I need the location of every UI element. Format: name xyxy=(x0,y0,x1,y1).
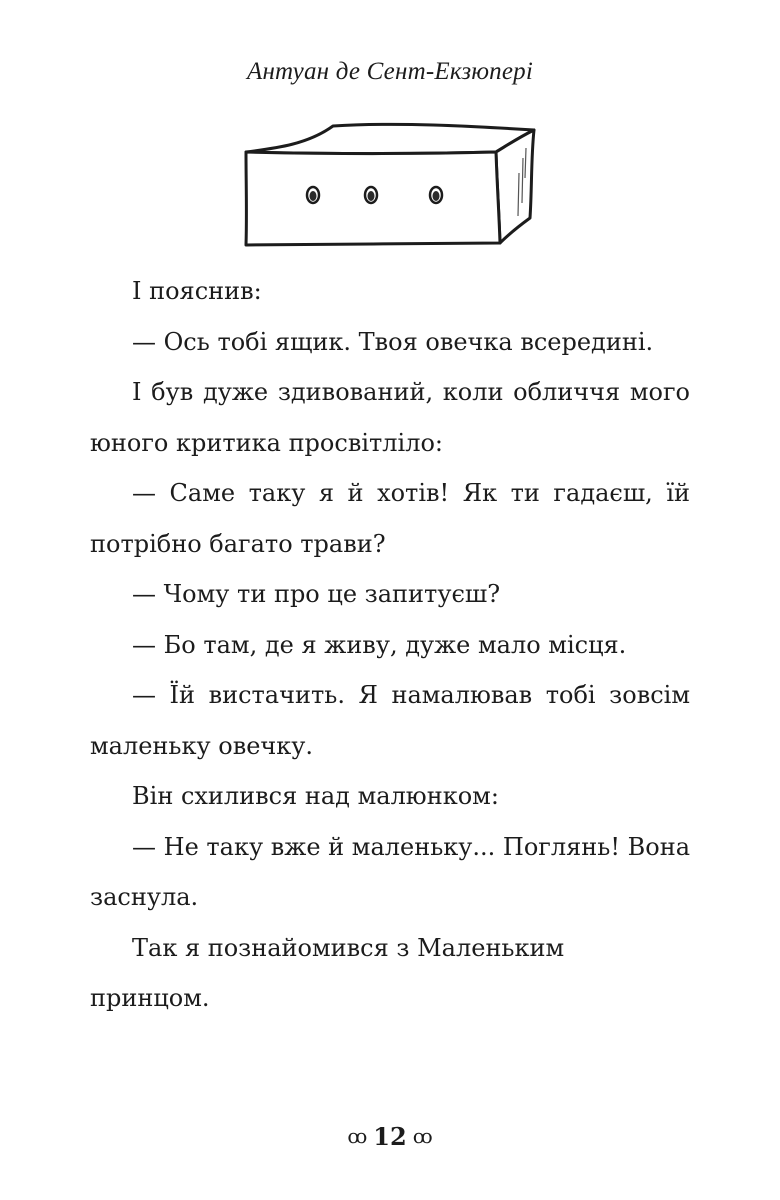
body-text xyxy=(90,266,690,1024)
paragraph: Так я познайомився з Маленьким принцом. xyxy=(90,933,565,1012)
paragraph: Він схилився над малюнком: xyxy=(132,782,499,810)
paragraph: — Чому ти про це запитуєш? xyxy=(132,580,501,608)
paragraph: І пояснив: xyxy=(132,277,262,305)
paragraph: — Саме таку я й хотів! Як ти гадаєш, їй потрібно багато трави? xyxy=(90,479,690,558)
paragraph: І був дуже здивований, коли обличчя мого юного критика просвітліло: xyxy=(90,378,690,457)
ornament-left-icon: ꝏ xyxy=(347,1124,368,1148)
running-header: Антуан де Сент-Екзюпері xyxy=(246,58,534,85)
ornament-right-icon: ꝏ xyxy=(412,1124,433,1148)
page-number: 12 xyxy=(373,1122,407,1151)
paragraph: — Не таку вже й маленьку... Поглянь! Вона заснула. xyxy=(90,832,690,911)
paragraph: — Їй вистачить. Я намалював тобі зовсім маленьку овечку. xyxy=(90,681,690,760)
box-with-air-holes-drawing-icon xyxy=(238,118,543,253)
paragraph: — Ось тобі ящик. Твоя овечка всередині. xyxy=(132,327,654,356)
page-footer xyxy=(0,1122,780,1151)
paragraph: — Бо там, де я живу, дуже мало місця. xyxy=(132,630,627,659)
